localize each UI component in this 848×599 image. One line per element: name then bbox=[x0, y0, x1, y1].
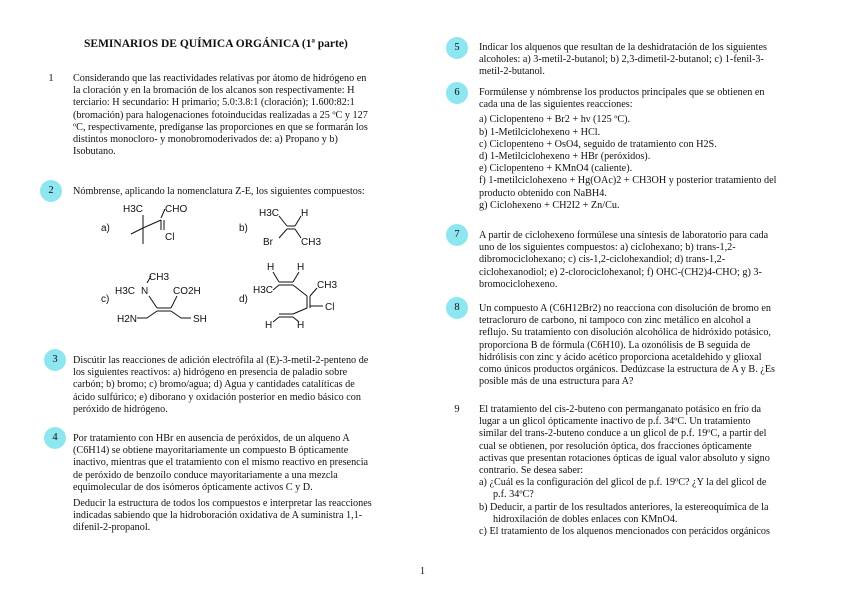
q6-item: f) 1-metilciclohexeno + Hg(OAc)2 + CH3OH y posterior tratamiento del bbox=[479, 175, 777, 187]
bond bbox=[279, 216, 287, 226]
bond bbox=[273, 272, 279, 282]
q1-line: (bromación) para halogenaciones fotoinducidas realizadas a 25 ºC y 127 bbox=[73, 109, 368, 121]
question-7-number: 7 bbox=[446, 224, 468, 246]
q7-line: A partir de ciclohexeno formúlese una síntesis de laboratorio para cada bbox=[479, 230, 769, 241]
q3-line: carbón; b) bromo; c) bromo/agua; d) Agua y cantidades catalíticas de bbox=[73, 379, 355, 391]
q4-line: Deducir la estructura de todos los compuestos e interpretar las reacciones bbox=[73, 498, 372, 510]
q8-line: como únicos productos orgánicos. Dedúzcase la estructura de A y B. ¿Es bbox=[479, 364, 776, 376]
q3-line: ácido sulfúrico; e) diborano y oxidación posterior en medio básico con bbox=[73, 391, 361, 403]
question-8-text bbox=[479, 303, 824, 388]
bond bbox=[293, 308, 307, 314]
q7-line: ciclohexanodiol; e) 2-clorociclohexanol; f) OHC-(CH2)4-CHO; g) 3- bbox=[479, 266, 762, 278]
bond bbox=[143, 220, 161, 228]
question-9-text bbox=[479, 404, 824, 538]
atom-label: H bbox=[297, 320, 305, 331]
question-5-number: 5 bbox=[446, 37, 468, 59]
atom-label: N bbox=[141, 286, 149, 297]
q8-line: proporciona B de fórmula (C6H10). La ozonólisis de B seguida de bbox=[479, 339, 751, 351]
bond bbox=[171, 296, 177, 308]
q9-line: cual se obtienen, por resolución óptica, dos fracciones ópticamente bbox=[479, 440, 752, 452]
bond bbox=[273, 285, 279, 290]
atom-label: H3C bbox=[259, 208, 280, 219]
q9-line: contrario. Se desea saber: bbox=[479, 465, 584, 477]
q8-line: hidrólisis con zinc y ácido acético proporciona acetaldehido y glioxal bbox=[479, 351, 762, 363]
structure-d-label: d) bbox=[239, 294, 248, 305]
bond bbox=[295, 216, 301, 226]
atom-label: CH3 bbox=[317, 280, 338, 291]
structure-c-label: c) bbox=[101, 294, 110, 305]
atom-label: Br bbox=[263, 237, 273, 248]
page-title: SEMINARIOS DE QUÍMICA ORGÁNICA (1ª parte) bbox=[84, 38, 348, 50]
structure-d bbox=[235, 258, 355, 334]
q6-item: e) Ciclopenteno + KMnO4 (caliente). bbox=[479, 163, 633, 175]
question-4-text bbox=[73, 433, 395, 535]
q4-line: de peróxido de benzoílo conduce mayoritariamente a una mezcla bbox=[73, 469, 338, 481]
q1-line: Isobutano. bbox=[73, 146, 116, 158]
q9-line: b) Deducir, a partir de los resultados anteriores, la estereoquímica de la bbox=[479, 501, 769, 513]
q4-line: difenil-2-propanol. bbox=[73, 522, 151, 534]
q7-line: dibromociclohexano; c) cis-1,2-ciclohexandiol; d) trans-1,2- bbox=[479, 254, 726, 266]
structure-a-label: a) bbox=[101, 223, 110, 234]
q7-line: uno de los siguientes compuestos: a) ciclohexano; b) trans-1,2- bbox=[479, 242, 736, 254]
atom-label: H bbox=[301, 208, 309, 219]
question-1-number: 1 bbox=[48, 73, 54, 84]
q4-line: equimolecular de dos isómeros ópticamente activos C y D. bbox=[73, 481, 313, 493]
q1-line: la cloración y en la bromación de los alcanos son respectivamente: H bbox=[73, 85, 355, 97]
q9-line: El tratamiento del cis-2-buteno con permanganato potásico en frío da bbox=[479, 404, 762, 415]
q6-item: a) Ciclopenteno + Br2 + hν (125 ºC). bbox=[479, 114, 631, 126]
structure-a bbox=[95, 198, 205, 258]
q6-item: c) Ciclopenteno + OsO4, seguido de tratamiento con H2S. bbox=[479, 138, 717, 150]
q4-line: indicadas sabiendo que la hidroboración oxidativa de A suministra 1,1- bbox=[73, 510, 363, 522]
q3-line: peróxido de hidrógeno. bbox=[73, 403, 168, 415]
atom-label: CHO bbox=[165, 204, 188, 215]
question-4-number: 4 bbox=[44, 427, 66, 449]
bond bbox=[295, 229, 301, 238]
bond bbox=[149, 296, 157, 308]
q3-line: los siguientes reactivos: a) hidrógeno en presencia de paladio sobre bbox=[73, 367, 348, 379]
q7-line: bromociclohexeno. bbox=[479, 278, 558, 290]
bond bbox=[310, 288, 317, 296]
q8-line: posible más de una estructura para A? bbox=[479, 376, 634, 388]
q6-intro-line: cada una de las siguientes reacciones: bbox=[479, 99, 633, 111]
q1-line: ºC, respectivamente, predíganse las proporciones en que se formarán los bbox=[73, 121, 368, 133]
page-number: 1 bbox=[420, 566, 425, 577]
q9-line: p.f. 34ºC? bbox=[493, 489, 534, 501]
atom-label: SH bbox=[193, 314, 207, 325]
q5-line: alcoholes: a) 3-metil-2-butanol; b) 2,3-dimetil-2-butanol; c) 1-fenil-3- bbox=[479, 54, 764, 66]
atom-label: H3C bbox=[115, 286, 136, 297]
question-6-number: 6 bbox=[446, 82, 468, 104]
q9-line: similar del trans-2-buteno conduce a un glicol de p.f. 19ºC, a partir del bbox=[479, 428, 767, 440]
question-3-number: 3 bbox=[44, 349, 66, 371]
question-9-number: 9 bbox=[454, 404, 460, 415]
bond bbox=[273, 317, 279, 322]
question-3-text bbox=[73, 355, 395, 416]
question-2-number: 2 bbox=[40, 180, 62, 202]
q6-intro-line: Formúlense y nómbrense los productos principales que se obtienen en bbox=[479, 87, 765, 98]
q9-line: hidroxilación de dobles enlaces con KMnO4. bbox=[493, 513, 678, 525]
q1-line: Considerando que las reactividades relativas por átomo de hidrógeno en bbox=[73, 73, 367, 84]
structure-c bbox=[95, 268, 220, 330]
question-2-text: Nómbrense, aplicando la nomenclatura Z-E, los siguientes compuestos: bbox=[73, 186, 365, 197]
q6-item: g) Ciclohexeno + CH2I2 + Zn/Cu. bbox=[479, 199, 620, 211]
q1-line: distintos monocloro- y monobromoderivados de: a) Propano y b) bbox=[73, 134, 338, 146]
atom-label: Cl bbox=[325, 302, 335, 313]
bond bbox=[293, 272, 299, 282]
question-8-number: 8 bbox=[446, 297, 468, 319]
q8-line: Un compuesto A (C6H12Br2) no reacciona con disolución de bromo en bbox=[479, 303, 771, 314]
question-5-text bbox=[479, 42, 824, 79]
q8-line: reflujo. Su tratamiento con disolución alcohólica de hidróxido potásico, bbox=[479, 327, 771, 339]
atom-label: H bbox=[265, 320, 273, 331]
q8-line: tetracloruro de carbono, ni tampoco con zinc metálico en alcohol a bbox=[479, 315, 751, 327]
atom-label: H bbox=[297, 262, 305, 273]
bond bbox=[279, 229, 287, 238]
q3-line: Discútir las reacciones de adición electrófila al (E)-3-metil-2-penteno de bbox=[73, 355, 369, 366]
bond bbox=[293, 285, 307, 296]
bond bbox=[171, 311, 181, 318]
structure-b-label: b) bbox=[239, 223, 248, 234]
atom-label: H3C bbox=[253, 285, 274, 296]
q5-line: Indicar los alquenos que resultan de la deshidratación de los siguientes bbox=[479, 42, 767, 53]
q1-line: terciario: H secundario: H primario; 5.0:3.8:1 (cloración); 1.600:82:1 bbox=[73, 97, 355, 109]
atom-label: CO2H bbox=[173, 286, 201, 297]
atom-label: CH3 bbox=[149, 272, 170, 283]
q4-line: inactivo, mientras que el tratamiento con el mismo reactivo en presencia bbox=[73, 457, 369, 469]
atom-label: CH3 bbox=[301, 237, 322, 248]
atom-label: Cl bbox=[165, 232, 175, 243]
atom-label: H2N bbox=[117, 314, 138, 325]
question-1-text bbox=[73, 73, 395, 158]
atom-label: H3C bbox=[123, 204, 144, 215]
question-6-text bbox=[479, 87, 824, 212]
structure-b bbox=[235, 198, 335, 258]
q9-line: activas que presentan rotaciones ópticas de igual valor absoluto y signo bbox=[479, 452, 770, 464]
bond bbox=[131, 228, 143, 234]
q4-line: (C6H14) se obtiene mayoritariamente un compuesto B ópticamente bbox=[73, 445, 349, 457]
atom-label: H bbox=[267, 262, 275, 273]
q6-item: d) 1-Metilciclohexeno + HBr (peróxidos). bbox=[479, 151, 651, 163]
q9-line: a) ¿Cuál es la configuración del glicol de p.f. 19ºC? ¿Y la del glicol de bbox=[479, 477, 767, 489]
q4-line: Por tratamiento con HBr en ausencia de peróxidos, de un alqueno A bbox=[73, 433, 350, 444]
q9-line: lugar a un glicol ópticamente inactivo de p.f. 34ºC. Un tratamiento bbox=[479, 416, 751, 428]
q5-line: metil-2-butanol. bbox=[479, 66, 545, 78]
q6-item: producto obtenido con NaBH4. bbox=[479, 187, 607, 199]
q6-item: b) 1-Metilciclohexeno + HCl. bbox=[479, 126, 601, 138]
question-7-text bbox=[479, 230, 824, 291]
q9-line: c) El tratamiento de los alquenos mencionados con perácidos orgánicos bbox=[479, 526, 770, 538]
bond bbox=[147, 311, 157, 318]
